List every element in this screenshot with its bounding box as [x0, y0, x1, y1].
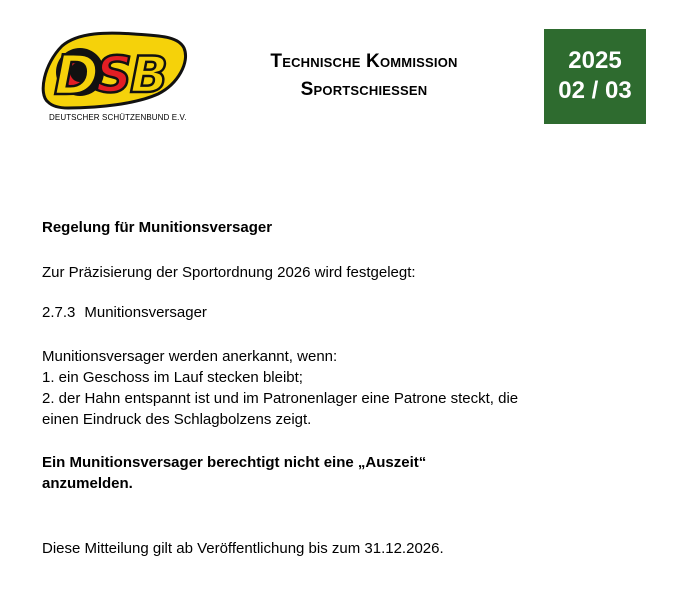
list-intro: Munitionsversager werden anerkannt, wenn:: [42, 348, 338, 365]
section-number: 2.7.3: [42, 304, 76, 321]
list-item-2-line-1: 2. der Hahn entspannt ist und im Patronenlager eine Patrone steckt, die: [42, 390, 519, 407]
section-heading: Regelung für Munitionsversager: [42, 219, 273, 236]
logo-subtitle: DEUTSCHER SCHÜTZENBUND E.V.: [49, 113, 187, 122]
issue-badge: [544, 29, 646, 124]
intro-text: Zur Präzisierung der Sportordnung 2026 wird festgelegt:: [42, 264, 416, 281]
dsb-logo: [38, 24, 188, 128]
note-line-2: anzumelden.: [42, 475, 133, 492]
validity-text: Diese Mitteilung gilt ab Veröffentlichung bis zum 31.12.2026.: [42, 540, 444, 557]
section-title: Munitionsversager: [84, 304, 207, 321]
list-item-2-line-2: einen Eindruck des Schlagbolzens zeigt.: [42, 411, 312, 428]
svg-text:B: B: [130, 46, 169, 104]
document-title: [205, 48, 523, 104]
issue-number: 02 / 03: [558, 77, 632, 104]
note-line-1: Ein Munitionsversager berechtigt nicht eine „Auszeit“: [42, 454, 427, 471]
dsb-logo-graphic: [38, 24, 188, 114]
issue-year: 2025: [568, 47, 622, 74]
section-reference: [42, 302, 562, 323]
svg-text:D: D: [54, 44, 99, 107]
list-item-1: 1. ein Geschoss im Lauf stecken bleibt;: [42, 369, 303, 386]
svg-text:S: S: [96, 46, 133, 104]
title-line-2: Sportschiessen: [300, 79, 428, 100]
title-line-1: Technische Kommission: [270, 51, 458, 72]
